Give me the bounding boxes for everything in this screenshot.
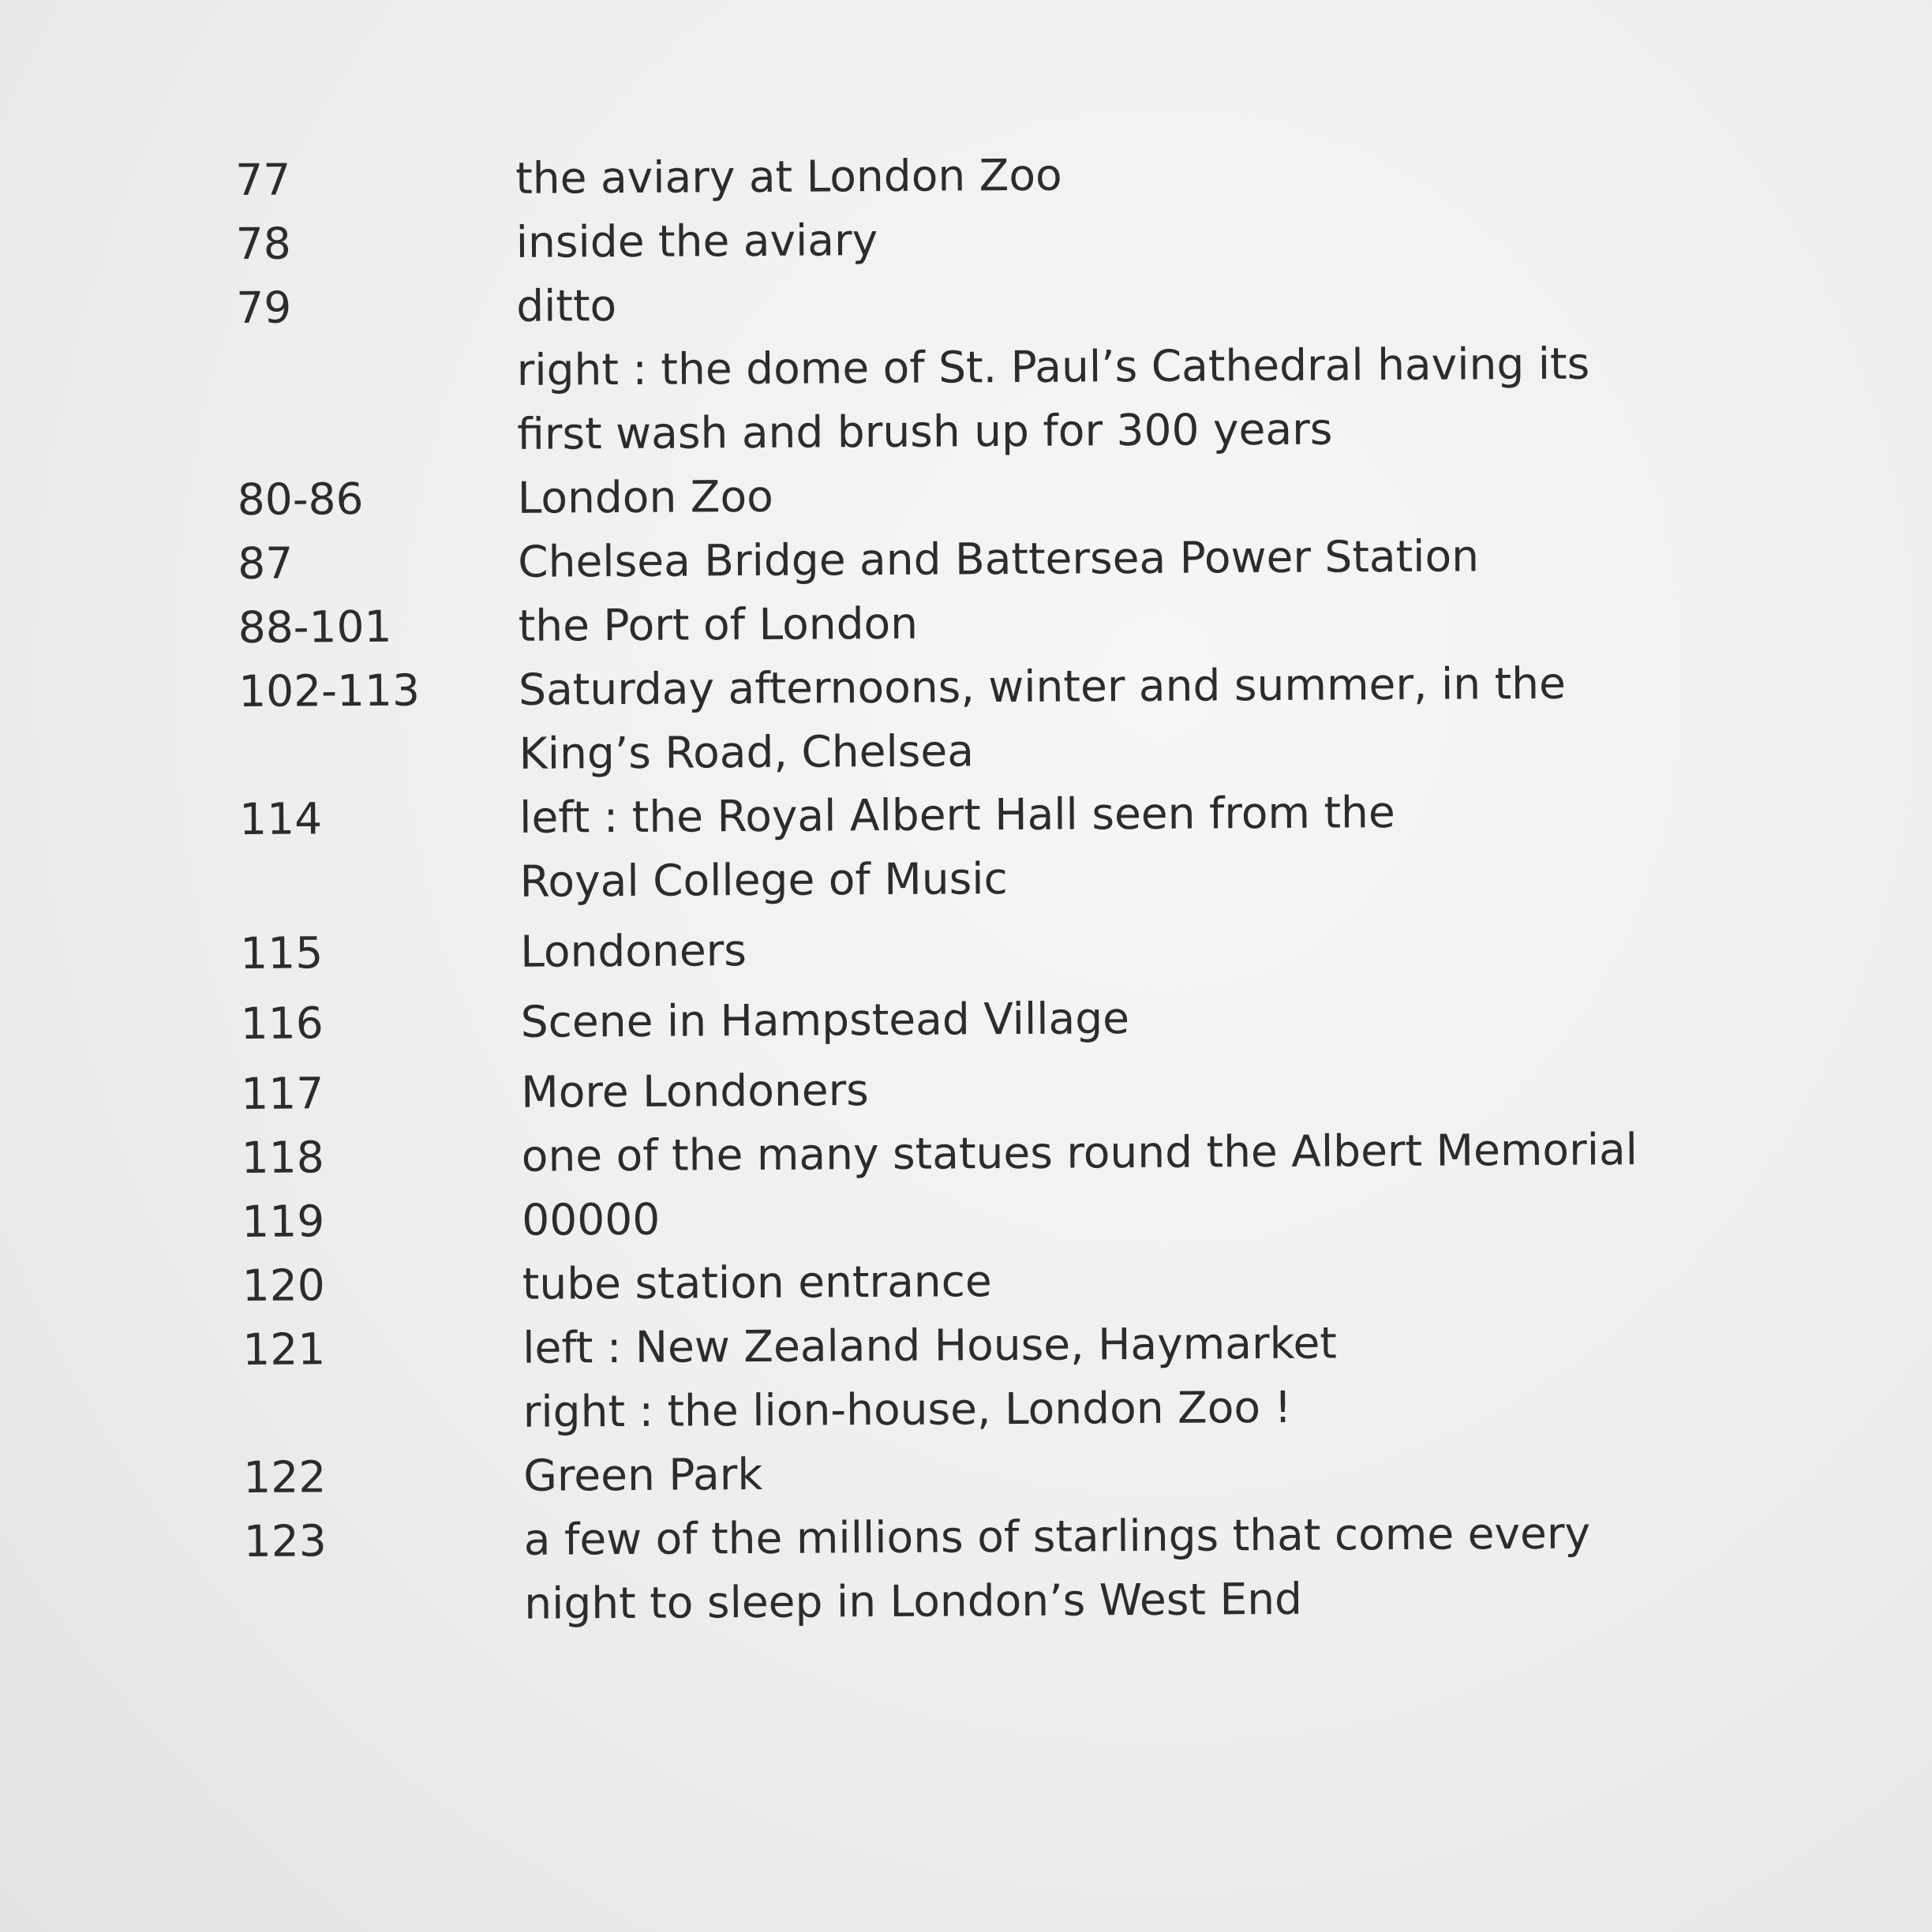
photo-number: 116: [240, 998, 324, 1049]
caption-text: [515, 203, 1735, 274]
caption-line: Scene in Hampstead Village: [520, 993, 1130, 1047]
photo-number: 80-86: [237, 474, 364, 525]
caption-text: [522, 1309, 1743, 1443]
caption-line: 00000: [522, 1193, 661, 1245]
caption-line: Royal College of Music: [519, 853, 1008, 907]
photo-number: 79: [236, 282, 292, 333]
caption-line: the aviary at London Zoo: [515, 149, 1062, 204]
caption-entry-121: [242, 1309, 1743, 1446]
caption-entry-88-101: [238, 586, 1737, 660]
caption-line: ditto: [516, 280, 617, 331]
photo-number: 87: [238, 537, 294, 589]
caption-entry-117: [241, 1053, 1740, 1126]
caption-entry-119: [242, 1181, 1741, 1254]
caption-text: [518, 522, 1737, 593]
caption-text: [522, 1245, 1742, 1316]
photo-number: 118: [241, 1132, 324, 1183]
caption-line: left : New Zealand House, Haymarket: [522, 1317, 1338, 1373]
photo-number: 102-113: [238, 665, 421, 717]
caption-text: [522, 1181, 1741, 1252]
caption-line: London Zoo: [517, 470, 773, 523]
caption-line: one of the many statues round the Albert Memorial: [521, 1124, 1638, 1181]
caption-text: [522, 1117, 1741, 1188]
caption-text: [515, 139, 1735, 210]
photo-number: 114: [238, 793, 323, 844]
caption-line: More Londoners: [521, 1065, 870, 1118]
photo-number: 122: [243, 1451, 327, 1503]
caption-entry-79: [236, 267, 1736, 468]
caption-entry-114: [239, 778, 1739, 915]
photo-number: 121: [242, 1324, 326, 1375]
caption-text: [519, 778, 1739, 913]
caption-line: tube station entrance: [522, 1256, 992, 1309]
caption-entry-123: [244, 1500, 1744, 1638]
caption-text: [520, 912, 1739, 983]
caption-entry-102-113: [238, 650, 1739, 788]
caption-line: first wash and brush up for 300 years: [517, 403, 1333, 459]
caption-line: Chelsea Bridge and Battersea Power Station: [518, 530, 1480, 587]
caption-entry-77: [235, 139, 1735, 212]
caption-entry-118: [242, 1117, 1741, 1190]
caption-text: [518, 586, 1737, 657]
caption-text: [524, 1500, 1744, 1635]
caption-line: right : the lion-house, London Zoo !: [522, 1381, 1292, 1437]
caption-entry-116: [241, 983, 1740, 1056]
caption-entry-120: [242, 1245, 1742, 1318]
caption-entry-78: [235, 203, 1735, 276]
photo-number: 115: [240, 927, 324, 979]
caption-text: [517, 459, 1736, 530]
photo-number: 78: [235, 218, 291, 269]
caption-text: [523, 1436, 1743, 1507]
caption-line: inside the aviary: [515, 215, 878, 268]
photo-caption-list: [235, 139, 1743, 1638]
caption-line: night to sleep in London’s West End: [524, 1573, 1303, 1629]
caption-line: Green Park: [523, 1448, 763, 1501]
photo-number: 117: [241, 1068, 324, 1119]
photo-number: 77: [235, 154, 291, 205]
caption-entry-80-86: [237, 459, 1736, 532]
caption-line: King’s Road, Chelsea: [519, 725, 975, 779]
photo-number: 88-101: [238, 601, 392, 653]
caption-text: [521, 983, 1740, 1054]
caption-line: the Port of London: [518, 597, 919, 651]
photo-number: 120: [242, 1260, 325, 1311]
caption-text: [516, 267, 1736, 466]
caption-line: right : the dome of St. Paul’s Cathedral having its: [516, 338, 1590, 395]
caption-text: [521, 1053, 1740, 1124]
caption-entry-115: [240, 912, 1739, 986]
caption-entry-122: [243, 1436, 1743, 1510]
caption-line: Londoners: [520, 925, 747, 977]
caption-line: Saturday afternoons, winter and summer, in the: [519, 657, 1567, 715]
caption-line: left : the Royal Albert Hall seen from the: [519, 787, 1395, 843]
caption-text: [519, 650, 1739, 785]
photo-number: 123: [243, 1515, 327, 1567]
caption-line: a few of the millions of starlings that come every: [523, 1507, 1591, 1565]
caption-entry-87: [238, 522, 1737, 596]
photo-number: 119: [242, 1196, 325, 1247]
